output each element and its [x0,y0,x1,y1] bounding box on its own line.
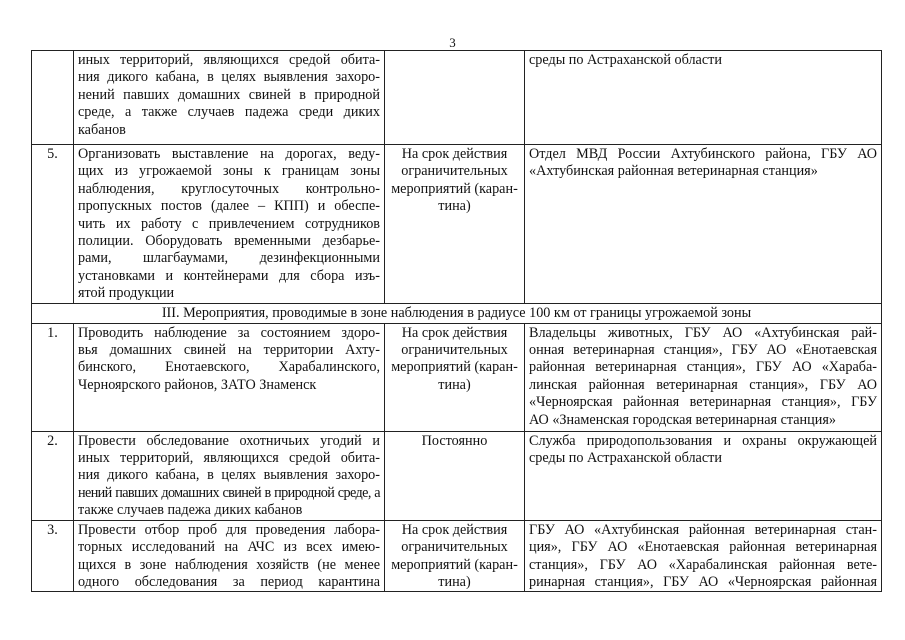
responsible-line: ринарная станция», ГБУ АО «Черноярская районная [529,573,877,590]
responsible-line: «Ахтубинская районная ветеринарная станция» [529,163,818,180]
action-line: Организовать выставление на дорогах, веду- [78,146,380,162]
row-number [32,51,74,145]
row-number: 3. [32,520,74,592]
action-line: нений павших домашних свиней в природной среде, а [78,484,380,501]
table-row [32,145,882,304]
responsible-line: районная ветеринарная станция», ГБУ АО «Хараба- [529,359,877,376]
action-line: одного обследования за период карантина [78,573,380,590]
term-line: тина) [438,376,471,393]
responsible-line: линская районная ветеринарная станция», ГБУ АО [529,376,877,393]
action-line: щих из угрожаемой зоны к границам зоны [78,163,380,180]
responsible-cell [525,431,882,520]
table-row [32,51,882,145]
section-header-row [32,303,882,323]
row-number: 2. [32,431,74,520]
term-line: На срок действия [401,324,508,341]
term-line: мероприятий (каран- [391,359,518,376]
term-line: На срок действия [401,146,508,162]
action-line: кабанов [78,121,126,138]
action-line: ния дикого кабана, в целях выявления захоро- [78,69,380,86]
term-cell [385,145,525,304]
responsible-line: «Черноярская районная ветеринарная станция», ГБУ [529,394,877,411]
action-line: наблюдения, круглосуточных контрольно- [78,180,380,197]
responsible-line: ция», ГБУ АО «Енотаевская районная ветеринарная [529,539,877,556]
term-cell [385,520,525,592]
responsible-line: Владельцы животных, ГБУ АО «Ахтубинская рай- [529,324,877,341]
action-cell [74,51,385,145]
action-line: щихся в зоне наблюдения хозяйств (не менее [78,556,380,573]
row-number: 1. [32,323,74,431]
term-line: ограничительных [401,163,508,180]
responsible-line: Отдел МВД России Ахтубинского района, ГБУ АО [529,146,877,162]
responsible-line: среды по Астраханской области [529,450,722,467]
section-header: III. Мероприятия, проводимые в зоне наблюдения в радиусе 100 км от границы угрожаемой зоны [32,303,882,323]
action-line: торных исследований на АЧС из всех имею- [78,539,380,556]
page-number: 3 [449,35,456,50]
term-cell [385,431,525,520]
action-line: вья домашних свиней на территории Ахту- [78,342,380,359]
term-line: ограничительных [401,342,508,359]
responsible-cell [525,520,882,592]
table-row [32,431,882,520]
action-line: чить их работу с привлечением сотрудников [78,215,380,232]
table-row [32,520,882,592]
action-cell [74,431,385,520]
action-line: иных территорий, являющихся средой обита- [78,450,380,467]
responsible-cell [525,145,882,304]
action-line: Провести отбор проб для проведения лабора- [78,521,380,538]
responsible-cell [525,51,882,145]
responsible-line: ГБУ АО «Ахтубинская районная ветеринарная стан- [529,521,877,538]
action-cell [74,145,385,304]
action-line: Провести обследование охотничьих угодий и [78,432,380,449]
action-cell [74,520,385,592]
term-line: ограничительных [401,539,508,556]
action-line: полиции. Оборудовать временными дезбарье- [78,233,380,250]
responsible-line: Служба природопользования и охраны окружающей [529,432,877,449]
measures-table [31,50,882,592]
action-line: иных территорий, являющихся средой обита- [78,52,380,68]
action-line: также случаев падежа диких кабанов [78,502,303,519]
term-line: На срок действия [401,521,508,538]
table-row [32,323,882,431]
action-line: Проводить наблюдение за состоянием здоро- [78,324,380,341]
term-line: мероприятий (каран- [391,556,518,573]
term-line: Постоянно [421,432,488,449]
responsible-cell [525,323,882,431]
action-line: пропускных постов (далее – КПП) и обеспе- [78,198,380,215]
term-line: мероприятий (каран- [391,180,518,197]
action-line: Черноярского районов, ЗАТО Знаменск [78,376,317,393]
term-line: тина) [438,198,471,215]
action-cell [74,323,385,431]
responsible-line: АО «Знаменская городская ветеринарная станция» [529,411,836,428]
action-line: ния дикого кабана, в целях выявления захоро- [78,467,380,484]
term-line: тина) [438,573,471,590]
responsible-line: станция», ГБУ АО «Харабалинская районная вете- [529,556,877,573]
term-cell [385,51,525,145]
action-line: ятой продукции [78,285,175,302]
action-line: бинского, Енотаевского, Харабалинского, [78,359,380,376]
action-line: рами, шлагбаумами, дезинфекционными [78,250,380,267]
term-cell [385,323,525,431]
responsible-line: среды по Астраханской области [529,52,722,68]
action-line: установками и контейнерами для сбора изъ- [78,267,380,284]
row-number: 5. [32,145,74,304]
action-line: среде, а также случаев падежа среди диких [78,104,380,121]
action-line: нений павших домашних свиней в природной [78,86,380,103]
responsible-line: онная ветеринарная станция», ГБУ АО «Енотаевская [529,342,877,359]
